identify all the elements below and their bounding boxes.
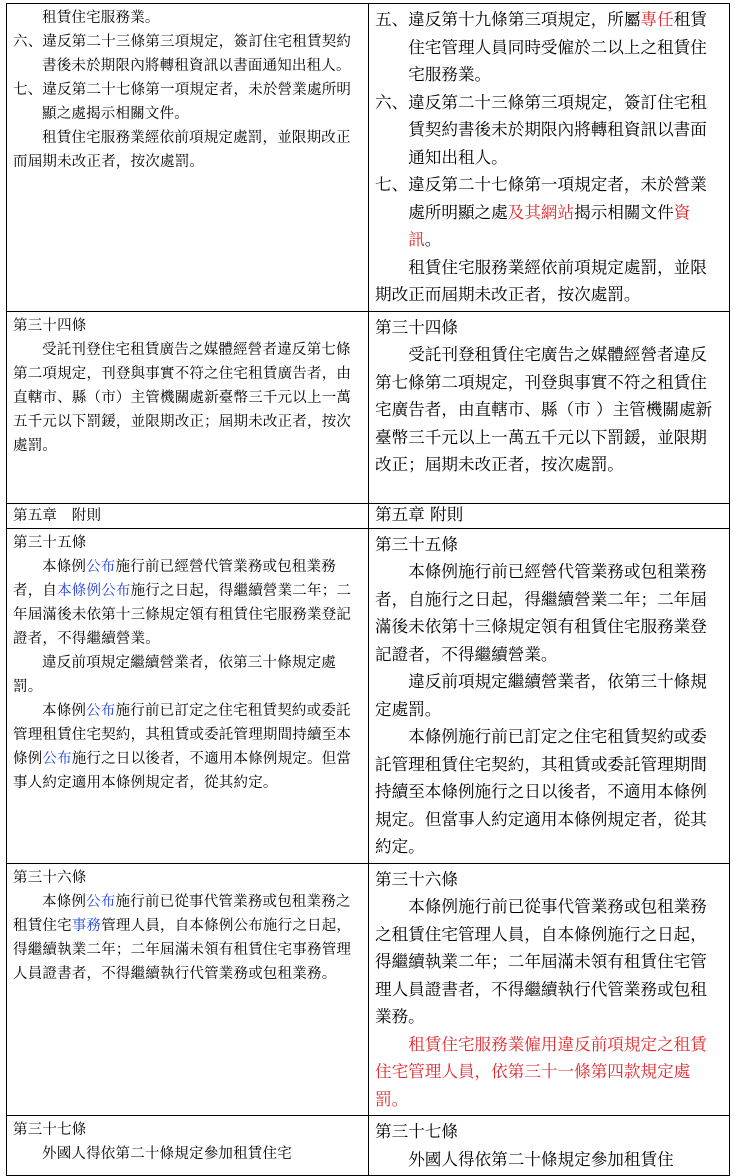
paragraph: 本條例施行前已訂定之住宅租賃契約或委託管理租賃住宅契約，其租賃或委託管理期間持續至本條例施行之日以後者，不適用本條例規定。但當事人約定適用本條例規定者，從其約定。 (375, 727, 707, 856)
article-title: 第三十四條 (13, 317, 87, 334)
paragraph: 受託刊登住宅租賃廣告之媒體經營者違反第七條第二項規定，刊登與事實不符之住宅租賃廣告者，由直轄市、縣（市）主管機關處新臺幣三千元以上一萬五千元以下罰鍰，並限期改正；屆期未改正者，按次處罰。 (13, 341, 352, 454)
paragraph (13, 890, 362, 986)
right-cell (369, 528, 730, 863)
changed-text: 公布 (86, 893, 116, 910)
added-text: 專任 (640, 10, 674, 29)
paragraph: 違反前項規定繼續營業者，依第三十條規定處罰。 (13, 654, 336, 695)
left-cell (7, 528, 369, 863)
right-cell (369, 503, 730, 528)
text: 管理人員，自本條例公布施行之日起，得繼續執業二年；二年屆滿未領有租賃住宅事務管理人員證書者，不得繼續執行代管業務或包租業務。 (13, 917, 352, 982)
changed-text: 公布 (42, 750, 72, 767)
paragraph: 外國人得依第二十條規定參加租賃住宅 (42, 1146, 292, 1162)
left-cell (7, 503, 369, 528)
article-title: 第三十七條 (13, 1122, 87, 1138)
left-cell (7, 863, 369, 1116)
paragraph (13, 555, 362, 651)
article-title: 第三十五條 (375, 534, 458, 554)
changed-text: 本條例公布 (57, 582, 131, 599)
text: 揭示相關文件 (574, 202, 674, 222)
item-7: 七、違反第二十七條第一項規定者，未於營業處所明顯之處揭示相關文件。 (13, 82, 352, 122)
text: 本條例 (42, 893, 87, 910)
article-title: 第三十六條 (13, 869, 87, 886)
text: 七、違反第二十七條第一項規定者，未於營業處所明顯之處 (375, 175, 707, 222)
added-text: 資訊 (408, 202, 691, 249)
article-title: 第三十四條 (375, 317, 458, 337)
right-cell (369, 1116, 730, 1176)
chapter-title: 第五章 附則 (13, 507, 102, 524)
added-text: 及其網站 (507, 202, 575, 222)
article-title: 第三十五條 (13, 534, 87, 551)
right-cell (369, 4, 730, 312)
table-row (7, 1116, 730, 1176)
item-5 (375, 6, 723, 89)
added-paragraph: 租賃住宅服務業僱用違反前項規定之租賃住宅管理人員，依第三十一條第四款規定處罰。 (375, 1034, 707, 1109)
chapter-title: 第五章 附則 (375, 504, 464, 524)
changed-text: 公布 (86, 558, 116, 575)
text: 五、違反第十九條第三項規定，所屬 (375, 10, 641, 29)
law-comparison-table (6, 3, 730, 1176)
right-cell (369, 863, 730, 1116)
changed-text: 事務 (71, 917, 102, 934)
article-title: 第三十七條 (375, 1122, 458, 1141)
text: 施行前已從事代管業務或包租業務之租賃住宅 (13, 893, 351, 934)
paragraph (13, 699, 362, 795)
changed-text: 公布 (86, 702, 116, 719)
paragraph: 違反前項規定繼續營業者，依第三十條規定處罰。 (375, 672, 707, 719)
left-cell (7, 311, 369, 503)
text: 。 (424, 230, 442, 249)
text: 施行前已經營代管業務或包租業務者，自 (13, 558, 337, 599)
article-title: 第三十六條 (375, 869, 458, 889)
item-6: 六、違反第二十三條第三項規定，簽訂住宅租賃契約書後未於期限內將轉租資訊以書面通知出租人。 (13, 34, 352, 74)
table-row (7, 4, 730, 312)
table-row (7, 311, 730, 503)
item-7 (375, 171, 723, 254)
paragraph: 受託刊登租賃住宅廣告之媒體經營者違反第七條第二項規定，刊登與事實不符之租賃住宅廣告者，由直轄市、縣（市 ）主管機關處新臺幣三千元以上一萬五千元以下罰鍰，並限期改正；屆期未改正者，按次處罰。 (375, 345, 713, 474)
paragraph: 租賃住宅服務業經依前項規定處罰，並限期改正而屆期未改正者，按次處罰。 (13, 130, 351, 170)
text: 施行前已訂定之住宅租賃契約或委託管理租賃住宅契約，其租賃或委託管理期間持續至本條例 (13, 702, 352, 767)
text: 施行之日以後者，不適用本條例規定。但當事人約定適用本條例規定者，從其約定。 (13, 750, 352, 791)
left-cell (7, 4, 369, 312)
text: 本條例 (42, 558, 87, 575)
paragraph: 本條例施行前已經營代管業務或包租業務者，自施行之日起，得繼續營業二年；二年屆滿後未依第十三條規定領有租賃住宅服務業登記證者，不得繼續營業。 (375, 562, 707, 664)
paragraph: 租賃住宅服務業經依前項規定處罰，並限期改正而屆期未改正者，按次處罰。 (375, 257, 707, 304)
table-row (7, 503, 730, 528)
text: 本條例 (42, 702, 87, 719)
paragraph: 本條例施行前已從事代管業務或包租業務之租賃住宅管理人員，自本條例施行之日起，得繼續執業二年；二年屆滿未領有租賃住宅管理人員證書者，不得繼續執行代管業務或包租業務。 (375, 897, 707, 1026)
text: 施行之日起，得繼續營業二年；二年屆滿後未依第十三條規定領有租賃住宅服務業登記證者，不得繼續營業。 (13, 582, 352, 647)
left-cell (7, 1116, 369, 1176)
text: 租賃住宅管理人員同時受僱於二以上之租賃住宅服務業。 (408, 10, 707, 84)
table-row (7, 528, 730, 863)
paragraph: 外國人得依第二十條規定參加租賃住 (408, 1149, 674, 1169)
table-row (7, 863, 730, 1116)
right-cell (369, 311, 730, 503)
item-6: 六、違反第二十三條第三項規定，簽訂住宅租賃契約書後未於期限內將轉租資訊以書面通知出租人。 (375, 92, 707, 167)
continuation-text: 租賃住宅服務業。 (42, 10, 160, 26)
